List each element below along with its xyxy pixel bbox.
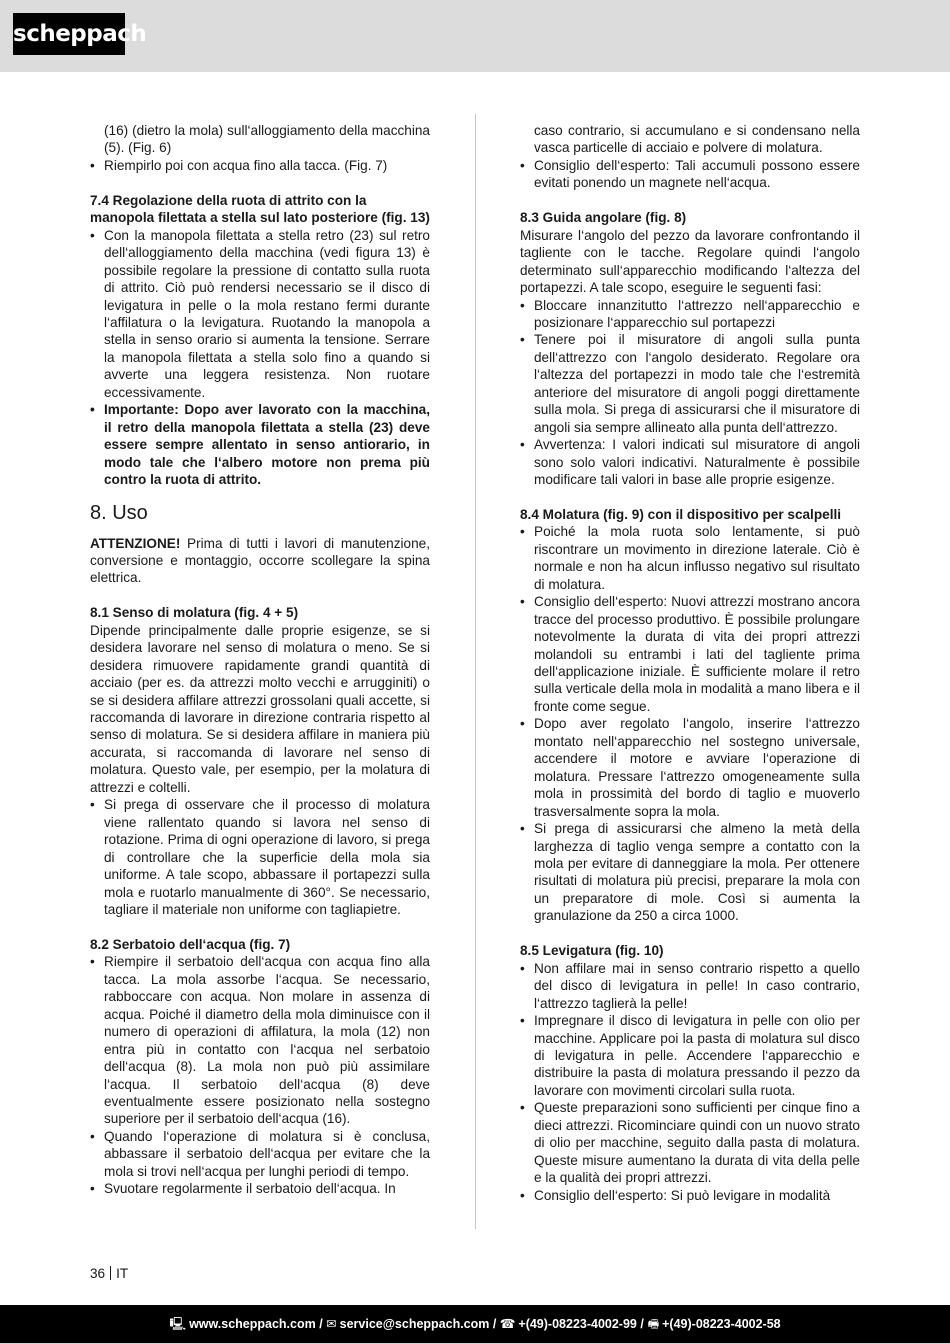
list-item: • Queste preparazioni sono sufficienti per cinque fino a dieci attrezzi. Ricominciare quindi con un nuovo strato di olio per macchine, seguito dalla pasta di molatura. Queste misure aumentano la durata di vita della pelle e la qualità dei propri attrezzi. [520, 1099, 860, 1186]
list-item: • Consiglio dell‘esperto: Si può levigare in modalità [520, 1187, 860, 1204]
list-item: • Dopo aver regolato l‘angolo, inserire l‘attrezzo montato nell‘apparecchio nel sostegno universale, accendere il motore e avviare l‘operazione di molatura. Pressare l‘attrezzo omogeneamente sulla mola in prossimità del bordo di taglio e muoverlo trasversalmente sopra la mola. [520, 715, 860, 820]
section-heading-8-2: 8.2 Serbatoio dell‘acqua (fig. 7) [90, 936, 291, 952]
section-heading-8-5: 8.5 Levigatura (fig. 10) [520, 943, 664, 959]
list-item: • Con la manopola filettata a stella retro (23) sul retro dell‘alloggiamento della macchina (vedi figura 13) è possibile regolare la pressione di contatto sulla ruota di attrito. Ciò può rendersi necessario se il disco di levigatura in pelle o la mola restano fermi durante l‘affilatura o la levigatura. Ruotando la manopola a stella in senso orario si aumenta la tensione. Serrare la manopola filettata a stella solo fino a quando si avverte una leggera resistenza. Non ruotare eccessivamente. [90, 227, 430, 402]
list-item: • Impregnare il disco di levigatura in pelle con olio per macchine. Applicare poi la pasta di molatura sul disco di levigatura in pelle. Accendere l‘apparecchio e distribuire la pasta di molatura pressando il pezzo da lavorare con movimenti circolari sulla ruota. [520, 1012, 860, 1099]
monitor-icon: 🖳 [169, 1317, 187, 1331]
mail-icon: ✉ [326, 1317, 337, 1331]
list-item: • Tenere poi il misuratore di angoli sulla punta dell‘attrezzo con l‘angolo desiderato. Regolare ora l‘altezza del portapezzi in modo tale che l‘estremità anteriore del misuratore di angoli poggi direttamente sulla mola. Si prega di assicurarsi che il misuratore di angoli sia sempre allineato alla punta dell‘attrezzo. [520, 331, 860, 436]
bullet-list [520, 960, 860, 1204]
continued-text: (16) (dietro la mola) sull‘alloggiamento della macchina (5). (Fig. 6) [104, 123, 430, 156]
footer-fax: +(49)-08223-4002-58 [662, 1317, 781, 1331]
bullet-list [520, 157, 860, 192]
page-footer [0, 1305, 950, 1343]
footer-separator: / [636, 1317, 648, 1331]
section-heading-8-1: 8.1 Senso di molatura (fig. 4 + 5) [90, 605, 299, 621]
list-item-important: • Importante: Dopo aver lavorato con la macchina, il retro della manopola filettata a stella (23) deve essere sempre allentato in senso antiorario, in modo tale che l‘albero motore non prema più contro la ruota di attrito. [90, 401, 430, 488]
section-heading-7-4: 7.4 Regolazione della ruota di attrito con la manopola filettata a stella sul lato posteriore (fig. 13) [90, 192, 430, 226]
list-item: • Si prega di assicurarsi che almeno la metà della larghezza di taglio venga sempre a contatto con la mola per evitare di danneggiare la mola. Per ottenere risultati di molatura più precisi, preparare la mola con un preparatore di mole. Così si aumenta la granulazione da 250 a circa 1000. [520, 820, 860, 925]
footer-web-link[interactable]: www.scheppach.com [189, 1317, 316, 1331]
list-item: • Poiché la mola ruota solo lentamente, si può riscontrare un movimento in direzione laterale. Ciò è normale e non ha alcun influsso negativo sul risultato di molatura. [520, 523, 860, 593]
right-column [520, 122, 860, 1204]
footer-email-link[interactable]: service@scheppach.com [339, 1317, 490, 1331]
list-item: • Non affilare mai in senso contrario rispetto a quello del disco di levigatura in pelle! In caso contrario, l‘attrezzo taglierà la pelle! [520, 960, 860, 1012]
footer-separator: / [489, 1317, 500, 1331]
page-number-separator [110, 1266, 111, 1280]
brand-logo: scheppach [13, 13, 125, 55]
bullet-list [90, 953, 430, 1197]
paragraph: Dipende principalmente dalle proprie esigenze, se si desidera lavorare nel senso di molatura o meno. Se si desidera rimuovere rapidamente grandi quantità di acciaio (per es. da attrezzi molto vecchi e arrugginiti) o se si desidera affilare attrezzi grossolani quali accette, si raccomanda di lavorare in direzione contraria rispetto al senso di molatura. Se si desidera affilare in maniera più accurata, si raccomanda di lavorare nel senso di molatura. Questo vale, per esempio, per la molatura di attrezzi e coltelli. [90, 622, 430, 795]
list-item: • Quando l‘operazione di molatura si è conclusa, abbassare il serbatoio dell‘acqua per evitare che la mola si trovi nell‘acqua per lunghi periodi di tempo. [90, 1128, 430, 1180]
page-number [90, 1265, 128, 1282]
list-item: • Consiglio dell‘esperto: Nuovi attrezzi mostrano ancora tracce del processo produttivo. È possibile prolungare notevolmente la durata di vita dei propri attrezzi molandoli su entrambi i lati del tagliente prima dell‘applicazione iniziale. È sufficiente molare il retro sulla verticale della mola in modalità a mano libera e il fronte come segue. [520, 593, 860, 715]
bullet-list [90, 796, 430, 918]
chapter-heading-8: 8. Uso [90, 501, 148, 524]
fax-icon: 🖷 [647, 1317, 660, 1331]
paragraph: Misurare l‘angolo del pezzo da lavorare confrontando il tagliente con le tacche. Regolare quindi l‘angolo determinato sull‘apparecchio modificando l‘altezza del portapezzi. A tale scopo, eseguire le seguenti fasi: [520, 227, 860, 296]
list-item: • Svuotare regolarmente il serbatoio dell‘acqua. In [90, 1180, 430, 1197]
column-divider [475, 114, 476, 1229]
bullet-list [90, 157, 430, 174]
left-column [90, 122, 430, 1198]
continued-text: caso contrario, si accumulano e si condensano nella vasca particelle di acciaio e polvere di molatura. [534, 123, 860, 156]
page-header [0, 0, 950, 72]
footer-separator: / [315, 1317, 327, 1331]
list-item: • Bloccare innanzitutto l‘attrezzo nell‘apparecchio e posizionare l‘apparecchio sul portapezzi [520, 297, 860, 332]
attention-text: Prima di tutti i lavori di manutenzione, conversione e montaggio, occorre scollegare la spina elettrica. [90, 535, 430, 586]
bullet-list [520, 297, 860, 489]
attention-label: ATTENZIONE! [90, 535, 181, 551]
page-number-value: 36 [90, 1266, 106, 1281]
footer-phone: +(49)-08223-4002-99 [518, 1317, 637, 1331]
section-heading-8-4: 8.4 Molatura (fig. 9) con il dispositivo per scalpelli [520, 506, 842, 522]
list-item: • Si prega di osservare che il processo di molatura viene rallentato quando si lavora nel senso di rotazione. Prima di ogni operazione di lavoro, si prega di controllare che la superficie della mola sia uniforme. A tale scopo, abbassare il portapezzi sulla mola e ruotarlo manualmente di 360°. Se necessario, tagliare il materiale non uniforme con tagliapietre. [90, 796, 430, 918]
attention-paragraph [90, 535, 430, 587]
section-heading-8-3: 8.3 Guida angolare (fig. 8) [520, 210, 687, 226]
list-item: • Avvertenza: I valori indicati sul misuratore di angoli sono solo valori indicativi. Naturalmente è possibile modificare tali valori in base alle proprie esigenze. [520, 436, 860, 488]
bullet-list [90, 227, 430, 489]
list-item: • Consiglio dell‘esperto: Tali accumuli possono essere evitati ponendo un magnete nell‘acqua. [520, 157, 860, 192]
phone-icon: ☎ [499, 1317, 516, 1331]
list-item: • Riempire il serbatoio dell‘acqua con acqua fino alla tacca. La mola assorbe l‘acqua. Se necessario, rabboccare con acqua. Non molare in assenza di acqua. Poiché il diametro della mola diminuisce con il numero di operazioni di affilatura, la mola (12) non entra più in contatto con l‘acqua nel serbatoio dell‘acqua (8). La mola non può più assimilare l‘acqua. Il serbatoio dell‘acqua (8) deve eventualmente essere posizionato nella sostegno superiore per il serbatoio dell‘acqua (16). [90, 953, 430, 1128]
page-language: IT [116, 1266, 129, 1281]
bullet-list [520, 523, 860, 924]
list-item: • Riempirlo poi con acqua fino alla tacca. (Fig. 7) [90, 157, 430, 174]
